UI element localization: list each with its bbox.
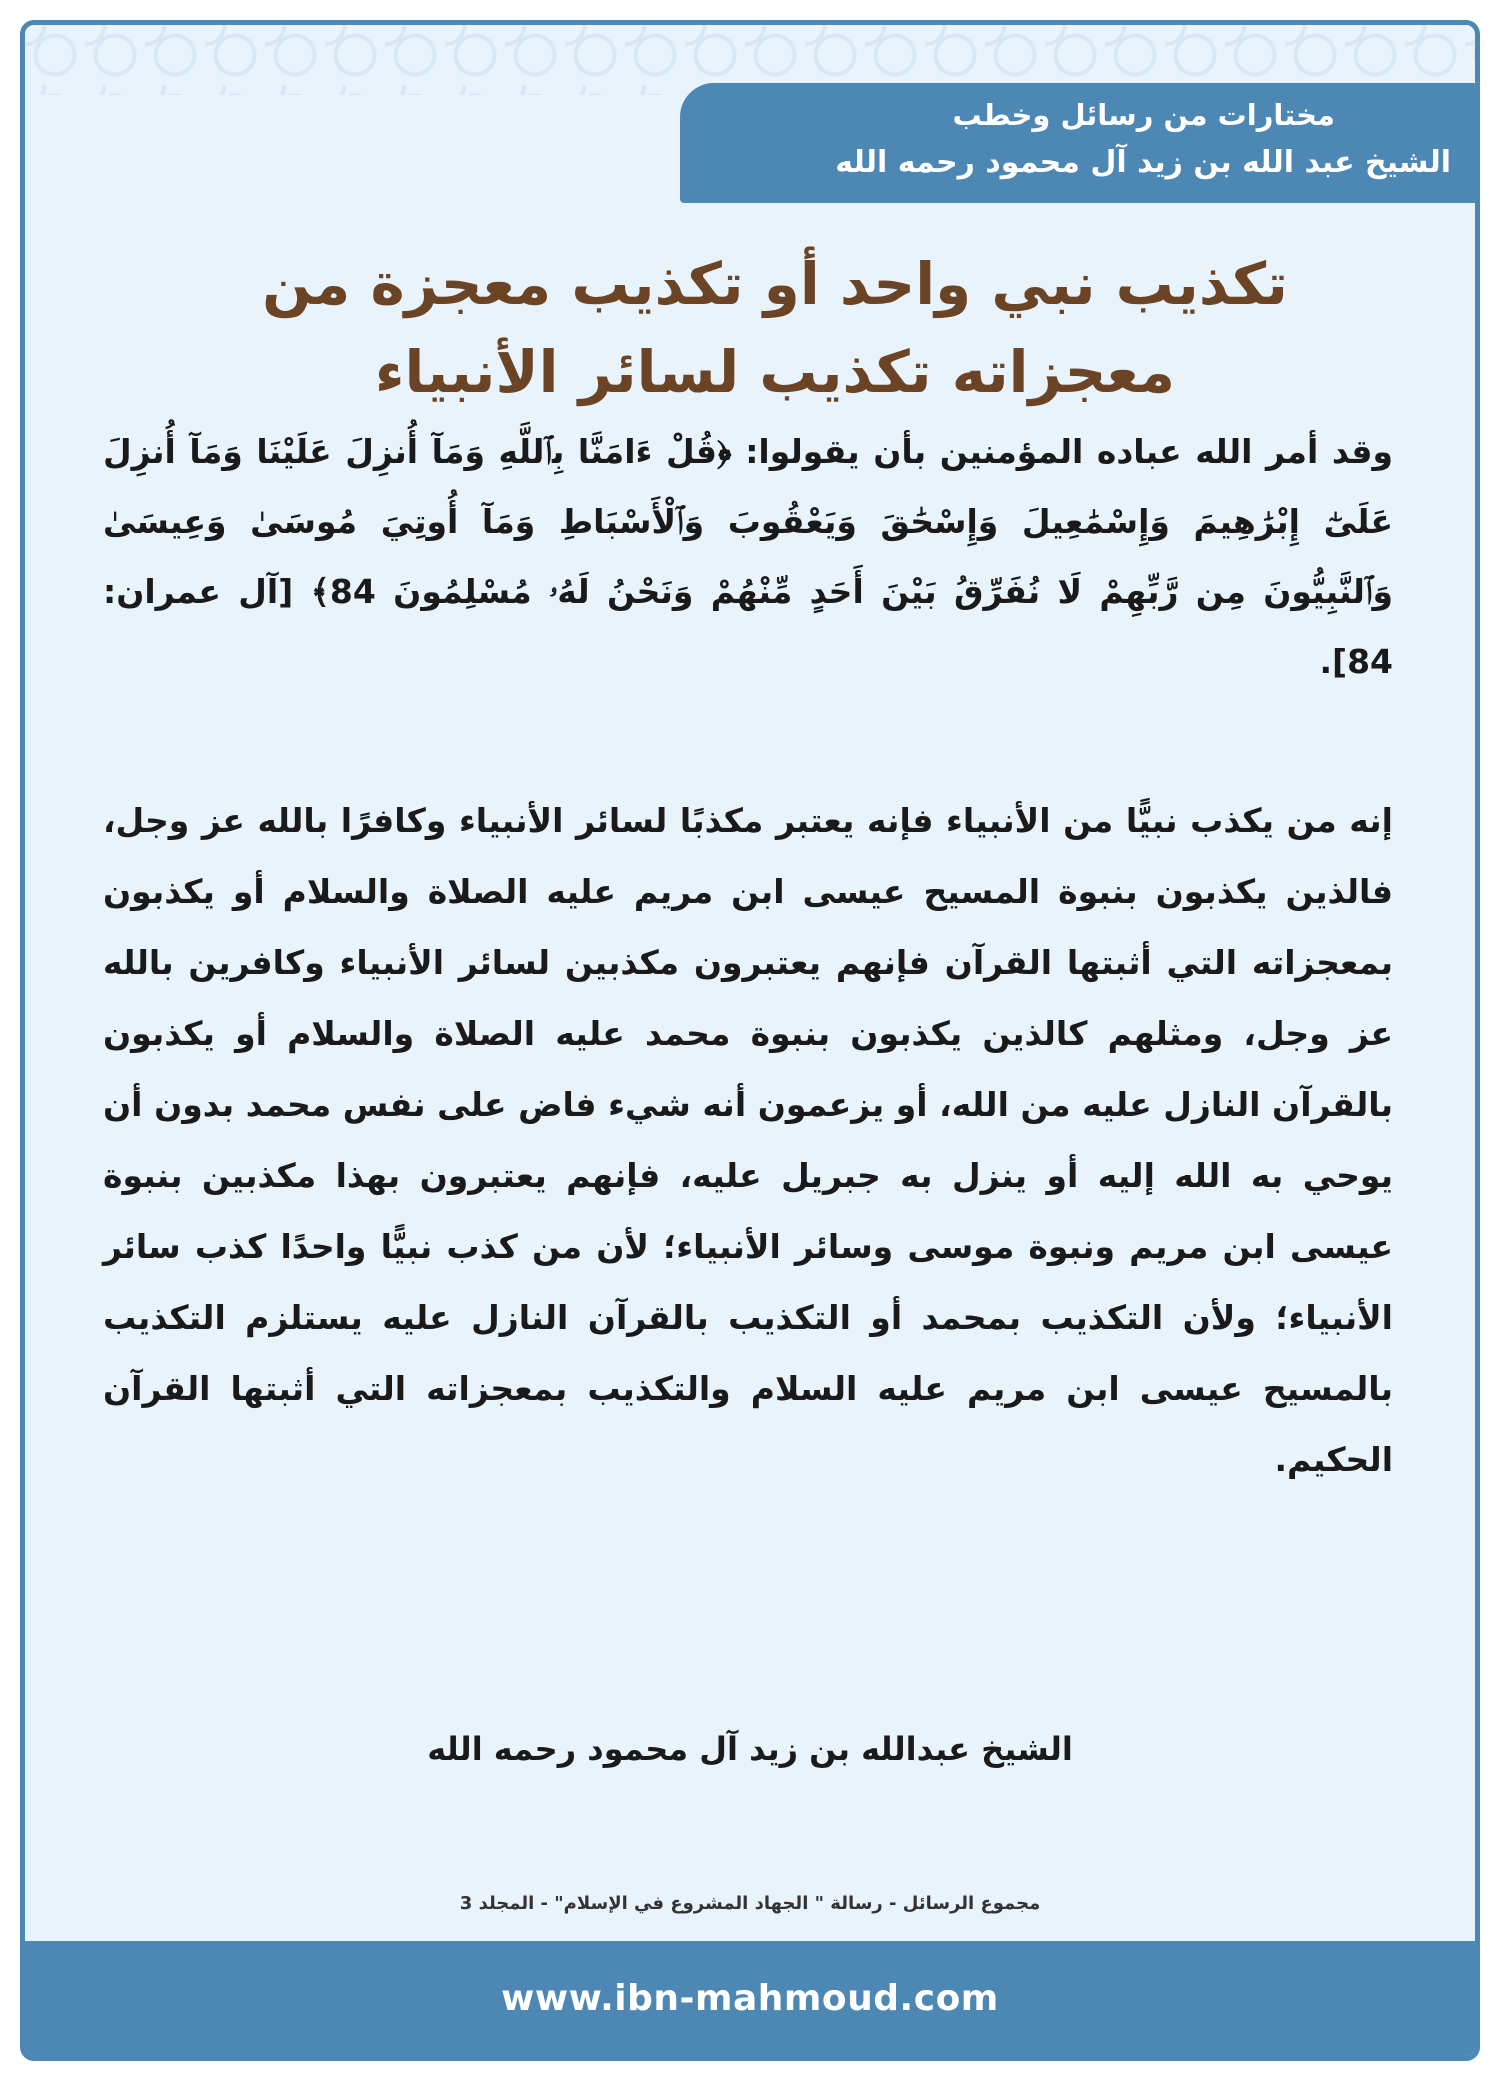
header-band bbox=[680, 83, 1475, 203]
website-link[interactable]: www.ibn-mahmoud.com bbox=[501, 1978, 999, 2019]
header-author: الشيخ عبد الله بن زيد آل محمود رحمه الله bbox=[835, 145, 1451, 180]
paragraph-quran-verse: وقد أمر الله عباده المؤمنين بأن يقولوا: ﴿قُلْ ءَامَنَّا بِٱللَّهِ وَمَآ أُنزِلَ عَلَيْنَا وَمَآ أُنزِلَ عَلَىٰٓ إِبْرَٰهِيمَ وَإِسْمَٰعِيلَ وَإِسْحَٰقَ وَيَعْقُوبَ وَٱلْأَسْبَاطِ وَمَآ أُوتِيَ مُوسَىٰ وَعِيسَىٰ وَٱلنَّبِيُّونَ مِن رَّبِّهِمْ لَا نُفَرِّقُ بَيْنَ أَحَدٍ مِّنْهُمْ وَنَحْنُ لَهُۥ مُسْلِمُونَ 84﴾ [آل عمران: 84]. bbox=[103, 432, 1393, 681]
header-series-title: مختارات من رسائل وخطب bbox=[952, 98, 1335, 132]
author-signature: الشيخ عبدالله بن زيد آل محمود رحمه الله bbox=[427, 1730, 1073, 1768]
source-citation: مجموع الرسائل - رسالة " الجهاد المشروع في الإسلام" - المجلد 3 bbox=[459, 1893, 1041, 1914]
footer-band bbox=[25, 1941, 1475, 2056]
article-title: تكذيب نبي واحد أو تكذيب معجزة من معجزاته تكذيب لسائر الأنبياء bbox=[262, 250, 1288, 406]
paragraph-main: إنه من يكذب نبيًّا من الأنبياء فإنه يعتبر مكذبًا لسائر الأنبياء وكافرًا بالله عز وجل، فالذين يكذبون بنبوة المسيح عيسى ابن مريم عليه الصلاة والسلام أو يكذبون بمعجزاته التي أثبتها القرآن فإنهم يعتبرون مكذبين لسائر الأنبياء وكافرين بالله عز وجل، ومثلهم كالذين يكذبون بنبوة محمد عليه الصلاة والسلام أو يكذبون بالقرآن النازل عليه من الله، أو يزعمون أنه شيء فاض على نفس محمد بدون أن يوحي به الله إليه أو ينزل به جبريل عليه، فإنهم يعتبرون بهذا مكذبين بنبوة عيسى ابن مريم ونبوة موسى وسائر الأنبياء؛ لأن من كذب نبيًّا واحدًا كذب سائر الأنبياء؛ ولأن التكذيب بمحمد أو التكذيب بالقرآن النازل عليه يستلزم التكذيب بالمسيح عيسى ابن مريم عليه السلام والتكذيب بمعجزاته التي أثبتها القرآن الحكيم. bbox=[103, 801, 1393, 1479]
page-frame bbox=[20, 20, 1480, 2061]
